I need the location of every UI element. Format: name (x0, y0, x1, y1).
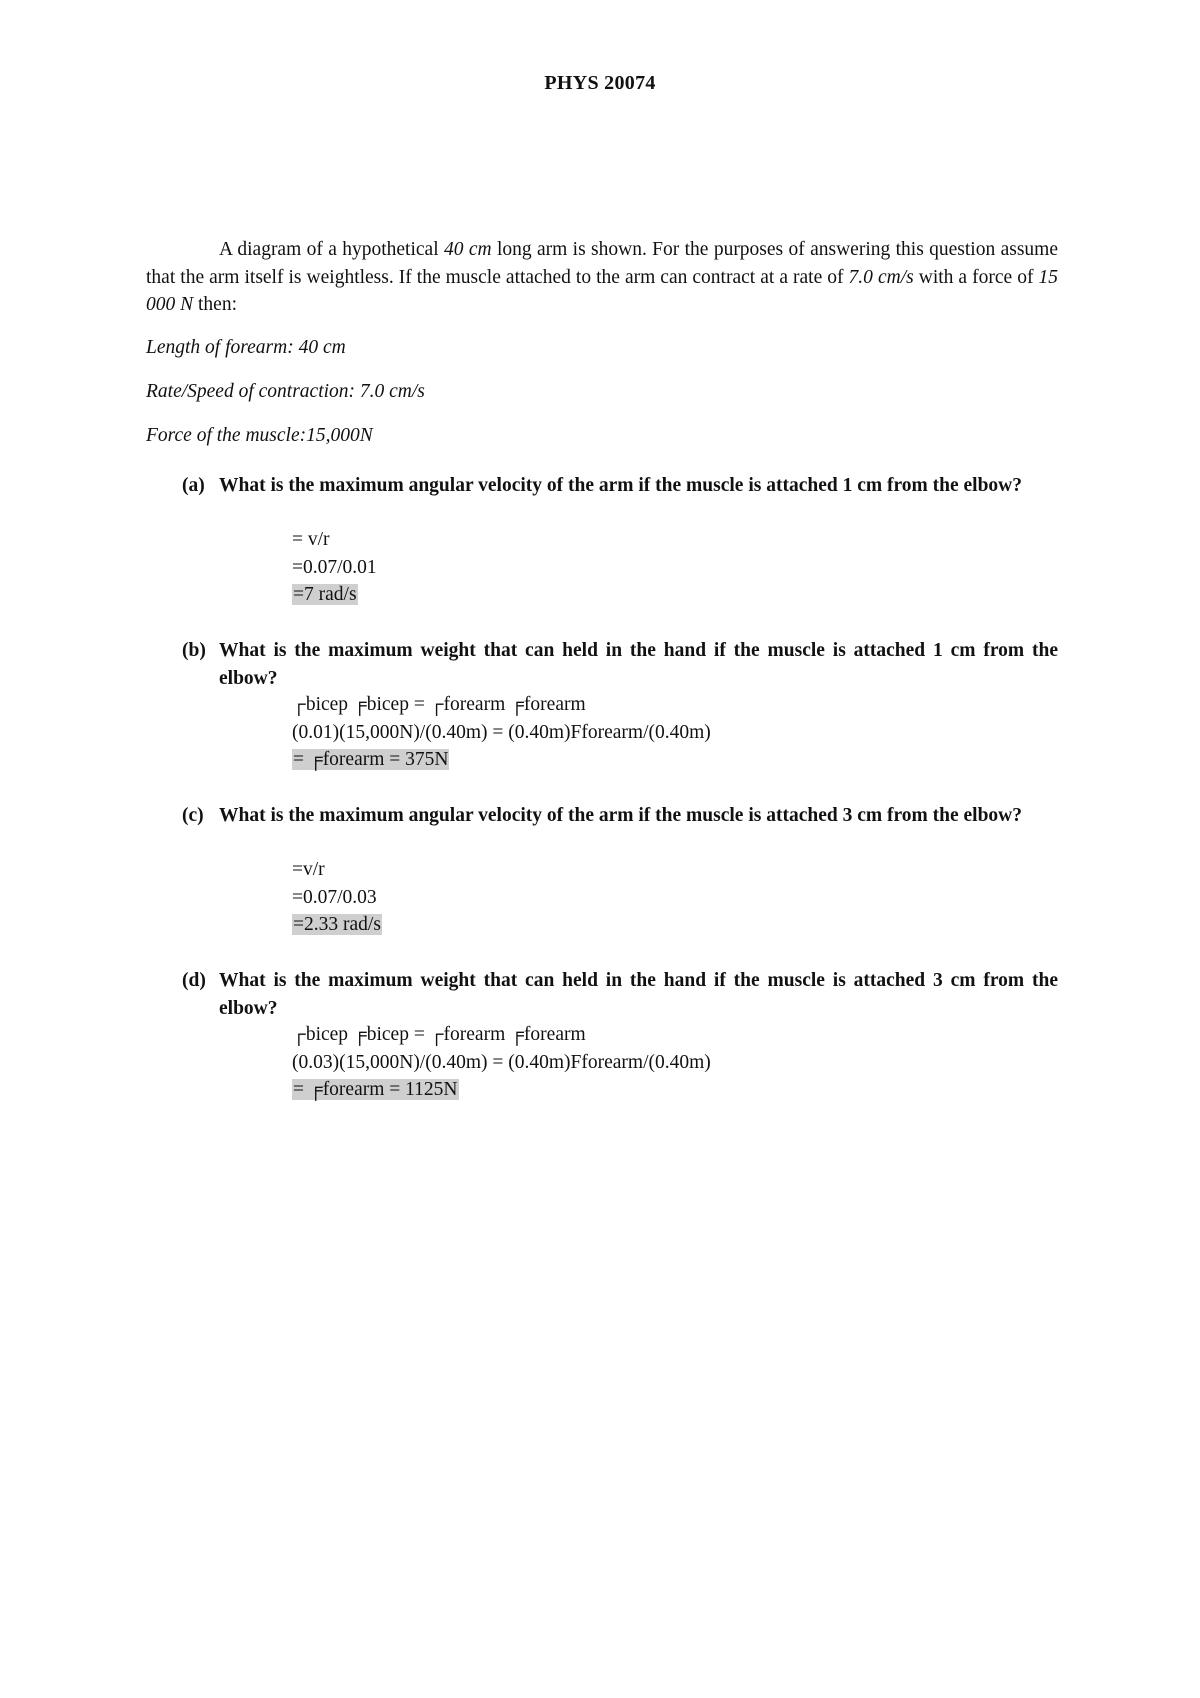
answer-a-line-2: =0.07/0.01 (292, 556, 377, 578)
page-header: PHYS 20074 (544, 72, 656, 94)
answer-d-line-2: (0.03)(15,000N)/(0.40m) = (0.40m)Fforearm/(0.40m) (292, 1051, 711, 1073)
intro-text-3: with a force of (913, 266, 1039, 288)
question-b-text: What is the maximum weight that can held in the hand if the muscle is attached 1 cm from the elbow? (219, 640, 1058, 689)
intro-text-1: A diagram of a hypothetical (219, 239, 444, 260)
answer-c-line-2: =0.07/0.03 (292, 886, 377, 908)
answer-d-line-1: ┌bicep ╒bicep = ┌forearm ╒forearm (292, 1024, 586, 1045)
question-c-text: What is the maximum angular velocity of the arm if the muscle is attached 3 cm from the elbow? (219, 805, 1023, 826)
answer-a-result: =7 rad/s (293, 584, 357, 605)
intro-text-2: long arm is shown. For the purposes of answering this question assume that the arm itself is weightless. If the muscle attached to the arm can contract at a rate of (146, 239, 1058, 288)
given-muscle-force: Force of the muscle:15,000N (146, 425, 373, 446)
intro-text-4: then: (193, 294, 238, 315)
question-b-answer (292, 691, 711, 774)
question-d-label: (d) (182, 970, 206, 991)
answer-b-result: = ╒forearm = 375N (293, 749, 449, 770)
given-forearm-length: Length of forearm: 40 cm (146, 337, 346, 358)
question-d-text: What is the maximum weight that can held in the hand if the muscle is attached 3 cm from the elbow? (219, 970, 1058, 1019)
answer-c-result: =2.33 rad/s (293, 914, 381, 935)
question-c-answer (292, 856, 382, 939)
intro-rate: 7.0 cm/s (848, 266, 914, 288)
intro-paragraph (146, 236, 1058, 319)
answer-d-result: = ╒forearm = 1125N (293, 1079, 458, 1100)
given-values (146, 336, 1058, 468)
question-d-answer (292, 1021, 711, 1104)
question-a-label: (a) (182, 475, 205, 496)
intro-arm-length: 40 cm (443, 239, 492, 260)
intro-force: 15 000 N (146, 266, 1058, 315)
answer-a-line-1: = v/r (292, 529, 330, 550)
question-c-label: (c) (182, 805, 204, 826)
given-contraction-rate: Rate/Speed of contraction: 7.0 cm/s (146, 381, 425, 402)
question-a-text: What is the maximum angular velocity of the arm if the muscle is attached 1 cm from the elbow? (219, 475, 1023, 496)
answer-b-line-1: ┌bicep ╒bicep = ┌forearm ╒forearm (292, 694, 586, 715)
question-a-answer (292, 526, 377, 609)
question-b-label: (b) (182, 640, 206, 661)
answer-b-line-2: (0.01)(15,000N)/(0.40m) = (0.40m)Fforearm/(0.40m) (292, 721, 711, 743)
answer-c-line-1: =v/r (292, 859, 325, 880)
